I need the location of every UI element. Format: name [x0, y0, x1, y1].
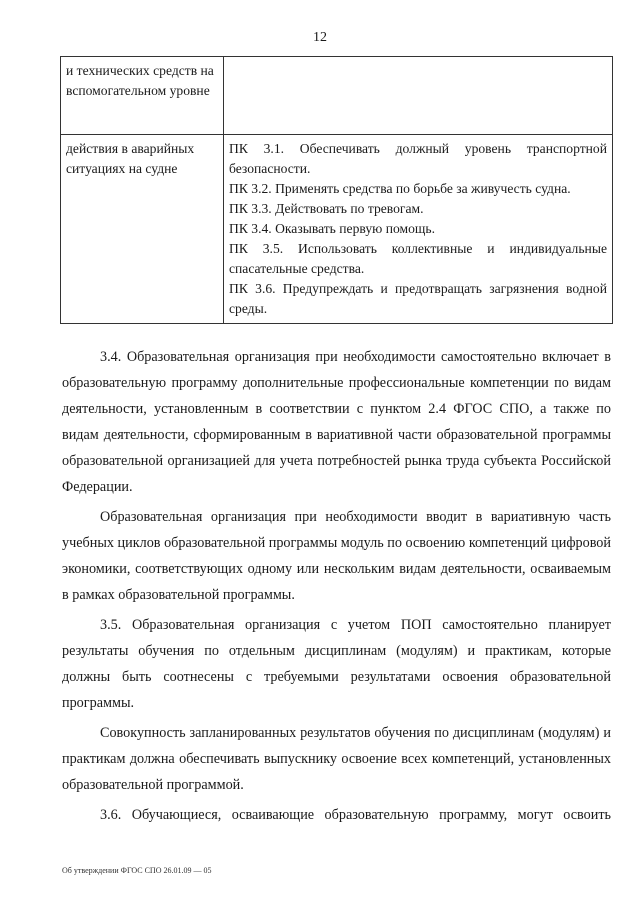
paragraph-digital-economy: Образовательная организация при необходимости вводит в вариативную часть учебных циклов образовательной программы модуль по освоению компетенций цифровой экономики, соответствующих одному или нескольким видам деятельности, осваиваемым в рамках образовательной программы. — [62, 509, 611, 603]
body-text — [62, 344, 611, 828]
paragraph-3-4: 3.4. Образовательная организация при необходимости самостоятельно включает в образовательную программу дополнительные профессиональные компетенции по видам деятельности, установленным в соответствии с пунктом 2.4 ФГОС СПО, а также по видам деятельности, сформированным в вариативной части образовательной программы образовательной организацией для учета потребностей рынка труда субъекта Российской Федерации. — [62, 349, 611, 495]
paragraph-3-6: 3.6. Обучающиеся, осваивающие образовательную программу, могут освоить — [100, 807, 611, 823]
table-cell-activity: действия в аварийных ситуациях на судне — [61, 135, 224, 324]
table-row — [61, 57, 613, 135]
competence-item: ПК 3.1. Обеспечивать должный уровень транспортной безопасности. — [229, 141, 607, 176]
table-cell-competences — [224, 57, 613, 135]
competence-table — [60, 56, 613, 324]
table-cell-competences — [224, 135, 613, 324]
competence-item: ПК 3.3. Действовать по тревогам. — [229, 201, 424, 216]
paragraph-3-5: 3.5. Образовательная организация с учетом ПОП самостоятельно планирует результаты обучения по отдельным дисциплинам (модулям) и практикам, которые должны быть соотнесены с требуемыми результатами освоения образовательной программы. — [62, 617, 611, 711]
competence-item: ПК 3.2. Применять средства по борьбе за живучесть судна. — [229, 181, 571, 196]
competence-item: ПК 3.6. Предупреждать и предотвращать загрязнения водной среды. — [229, 281, 607, 316]
footer-text: Об утверждении ФГОС СПО 26.01.09 — 05 — [62, 866, 212, 875]
competence-item: ПК 3.4. Оказывать первую помощь. — [229, 221, 435, 236]
table-row — [61, 135, 613, 324]
table-cell-activity: и технических средств на вспомогательном уровне — [61, 57, 224, 135]
page-number: 12 — [313, 30, 327, 45]
competence-item: ПК 3.5. Использовать коллективные и индивидуальные спасательные средства. — [229, 241, 607, 276]
paragraph-planned-results: Совокупность запланированных результатов обучения по дисциплинам (модулям) и практикам должна обеспечивать выпускнику освоение всех компетенций, установленных образовательной программой. — [62, 725, 611, 793]
